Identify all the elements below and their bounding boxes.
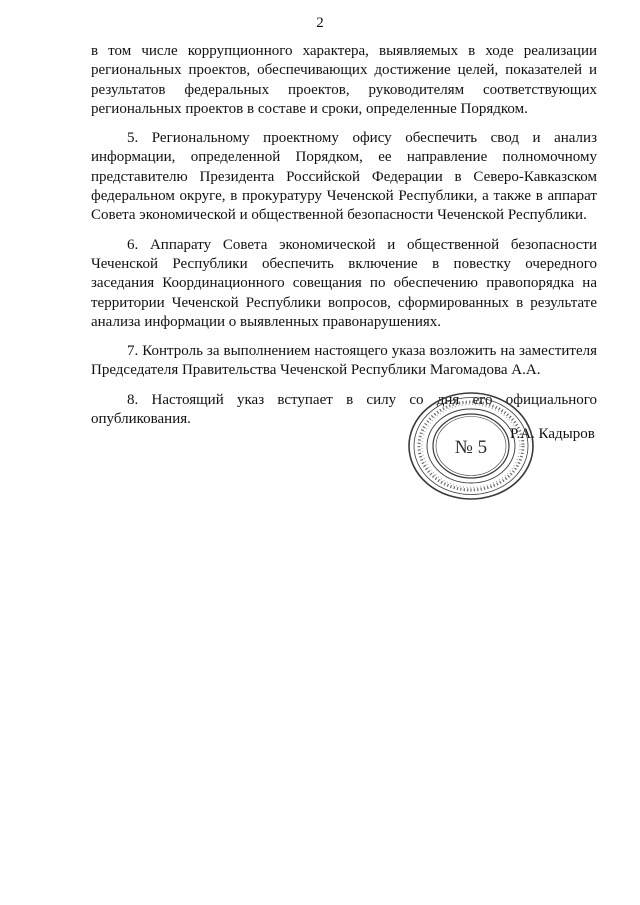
document-body	[91, 42, 597, 439]
paragraph-item-7: 7. Контроль за выполнением настоящего указа возложить на заместителя Председателя Правительства Чеченской Республики Магомадова А.А.	[91, 343, 597, 379]
seal-number: № 5	[454, 437, 488, 458]
page-number: 2	[316, 15, 324, 31]
official-seal	[405, 390, 539, 502]
signatory-name: Р.А. Кадыров	[510, 426, 595, 442]
paragraph-continuation: в том числе коррупционного характера, выявляемых в ходе реализации региональных проектов, обеспечивающих достижение целей, показателей и результатов федеральных проектов, руководителям соответствующих региональных проектов в составе и сроки, определенные Порядком.	[91, 43, 597, 117]
paragraph-item-5: 5. Региональному проектному офису обеспечить свод и анализ информации, определенной Порядком, ее направление полномочному представителю Президента Российской Федерации в Северо-Кавказском федеральном округе, в прокуратуру Чеченской Республики, а также в аппарат Совета экономической и общественной безопасности Чеченской Республики.	[91, 130, 597, 224]
paragraph-item-6: 6. Аппарату Совета экономической и общественной безопасности Чеченской Республики обеспечить включение в повестку очередного заседания Координационного совещания по обеспечению правопорядка на территории Чеченской Республики вопросов, сформированных в результате анализа информации о выявленных правонарушениях.	[91, 236, 597, 330]
paragraph-item-8: 8. Настоящий указ вступает в силу со дня его официального опубликования.	[91, 391, 597, 428]
signature-block	[405, 390, 605, 505]
